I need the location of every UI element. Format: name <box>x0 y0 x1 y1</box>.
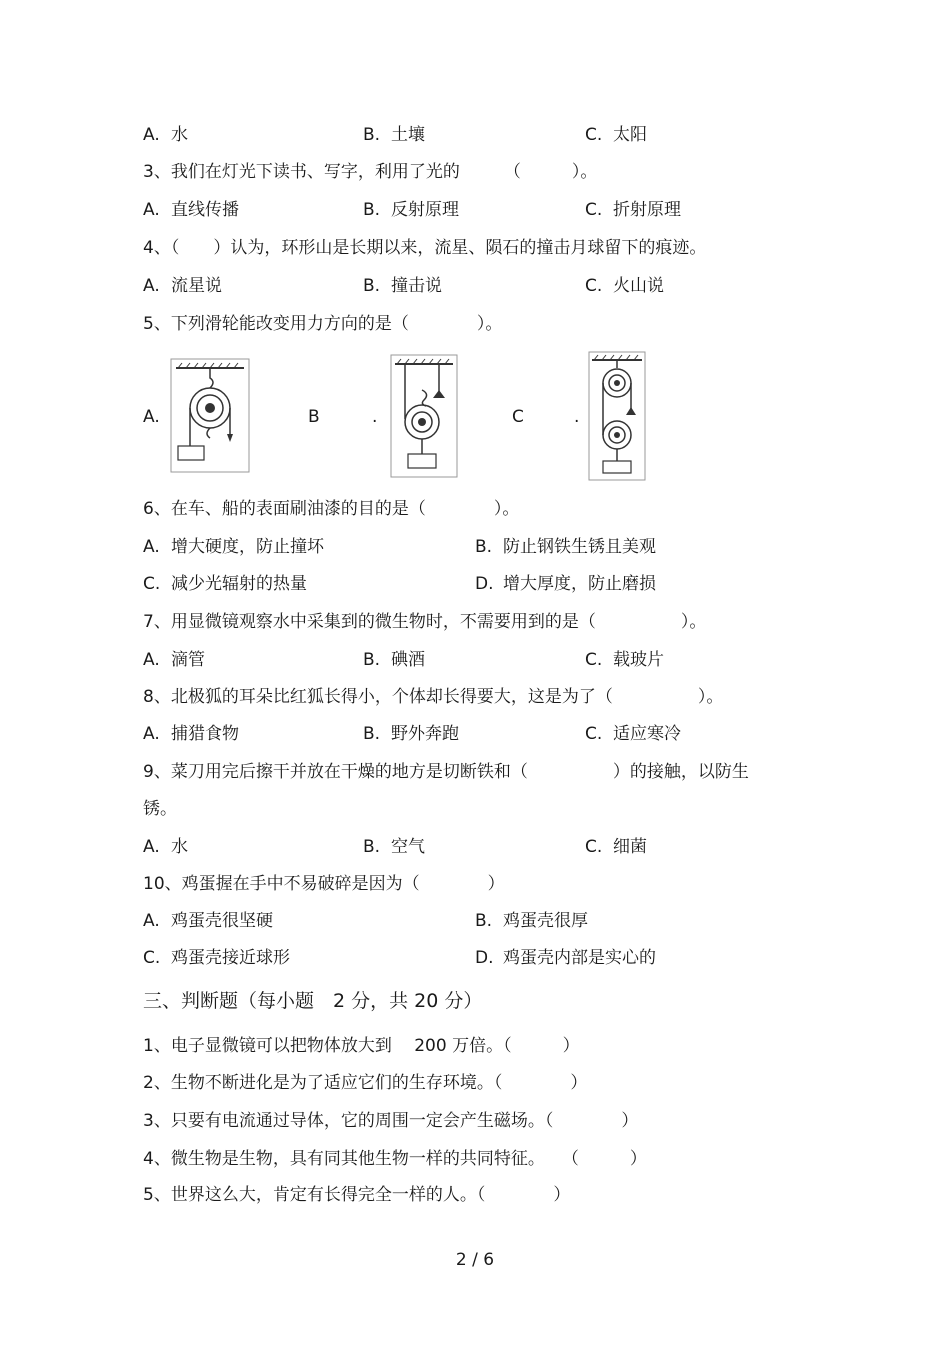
q7-option-b <box>363 649 425 671</box>
option-label: A. <box>143 650 160 670</box>
q2-option-b <box>363 124 425 146</box>
q6-option-b <box>475 536 656 558</box>
q2-option-a <box>143 124 188 146</box>
question-8: 8、北极狐的耳朵比红狐长得小，个体却长得要大，这是为了（ ）。 <box>143 687 724 707</box>
question-10: 10、鸡蛋握在手中不易破碎是因为（ ） <box>143 874 505 894</box>
option-text: 折射原理 <box>613 200 681 220</box>
pulley-figure-b <box>390 354 458 478</box>
q10-option-c <box>143 947 290 969</box>
question-9-continuation: 锈。 <box>143 799 177 819</box>
option-label: D. <box>475 574 494 594</box>
option-text: 增大硬度，防止撞坏 <box>171 537 324 557</box>
option-label: C. <box>585 200 603 220</box>
option-text: 太阳 <box>613 125 647 145</box>
question-stem: 3、我们在灯光下读书、写字，利用了光的 <box>143 162 460 182</box>
option-label: C. <box>585 125 603 145</box>
section-title: 三、判断题（每小题 2 分，共 20 分） <box>143 990 483 1012</box>
q8-option-b <box>363 723 459 745</box>
question-6: 6、在车、船的表面刷油漆的目的是（ ）。 <box>143 499 520 519</box>
option-label: A. <box>143 911 160 931</box>
option-text: 防止钢铁生锈且美观 <box>503 537 656 557</box>
option-text: 细菌 <box>613 837 647 857</box>
option-text: 水 <box>171 125 188 145</box>
option-label: B. <box>475 537 493 557</box>
option-label: B. <box>363 276 381 296</box>
q5-label-a: A. <box>143 407 160 427</box>
q6-option-d <box>475 573 656 595</box>
q3-option-a <box>143 199 239 221</box>
pulley-figure-a <box>170 358 250 473</box>
q2-option-c <box>585 124 647 146</box>
q9-option-b <box>363 836 425 858</box>
option-text: 滴管 <box>171 650 205 670</box>
q5-label-c-dot: . <box>574 407 580 427</box>
option-text: 直线传播 <box>171 200 239 220</box>
q9-option-a <box>143 836 188 858</box>
option-text: 减少光辐射的热量 <box>171 574 307 594</box>
q5-label-b-dot: . <box>372 407 378 427</box>
option-label: A. <box>143 837 160 857</box>
option-label: B. <box>363 200 381 220</box>
question-3 <box>143 161 597 183</box>
option-label: C. <box>585 650 603 670</box>
option-label: B. <box>363 837 381 857</box>
option-text: 反射原理 <box>391 200 459 220</box>
option-text: 野外奔跑 <box>391 724 459 744</box>
option-label: C. <box>585 837 603 857</box>
q6-option-a <box>143 536 324 558</box>
option-text: 鸡蛋壳接近球形 <box>171 948 290 968</box>
q10-option-b <box>475 910 588 932</box>
option-label: C. <box>143 574 161 594</box>
q4-option-a <box>143 275 222 297</box>
option-label: A. <box>143 125 160 145</box>
option-label: C. <box>585 276 603 296</box>
question-4: 4、（ ）认为，环形山是长期以来，流星、陨石的撞击月球留下的痕迹。 <box>143 238 707 258</box>
option-text: 捕猎食物 <box>171 724 239 744</box>
q6-option-c <box>143 573 307 595</box>
q7-option-c <box>585 649 664 671</box>
option-text: 撞击说 <box>391 276 442 296</box>
q4-option-b <box>363 275 442 297</box>
q4-option-c <box>585 275 664 297</box>
q9-option-c <box>585 836 647 858</box>
q5-label-c: C <box>512 407 524 427</box>
option-label: D. <box>475 948 494 968</box>
q10-option-d <box>475 947 656 969</box>
q8-option-a <box>143 723 239 745</box>
option-label: A. <box>143 276 160 296</box>
judge-item-3: 3、只要有电流通过导体，它的周围一定会产生磁场。（ ） <box>143 1111 639 1131</box>
option-label: A. <box>143 200 160 220</box>
option-text: 流星说 <box>171 276 222 296</box>
option-text: 载玻片 <box>613 650 664 670</box>
movable-pulley-diagram <box>390 354 458 478</box>
fixed-pulley-diagram <box>170 358 250 473</box>
option-text: 增大厚度，防止磨损 <box>503 574 656 594</box>
q7-option-a <box>143 649 205 671</box>
judge-item-5: 5、世界这么大，肯定有长得完全一样的人。（ ） <box>143 1185 571 1205</box>
option-text: 空气 <box>391 837 425 857</box>
option-label: B. <box>475 911 493 931</box>
page-number: 2 / 6 <box>455 1250 495 1270</box>
option-text: 鸡蛋壳很坚硬 <box>171 911 273 931</box>
q3-option-b <box>363 199 459 221</box>
option-text: 适应寒冷 <box>613 724 681 744</box>
pulley-block-diagram <box>588 351 646 481</box>
option-text: 鸡蛋壳内部是实心的 <box>503 948 656 968</box>
pulley-figure-c <box>588 351 646 481</box>
option-label: B. <box>363 724 381 744</box>
q8-option-c <box>585 723 681 745</box>
option-label: A. <box>143 724 160 744</box>
judge-item-4: 4、微生物是生物，具有同其他生物一样的共同特征。 （ ） <box>143 1149 647 1169</box>
option-label: C. <box>585 724 603 744</box>
option-label: A. <box>143 537 160 557</box>
option-label: B. <box>363 650 381 670</box>
option-label: B. <box>363 125 381 145</box>
q10-option-a <box>143 910 273 932</box>
question-7: 7、用显微镜观察水中采集到的微生物时，不需要用到的是（ ）。 <box>143 612 707 632</box>
q3-option-c <box>585 199 681 221</box>
judge-item-1: 1、电子显微镜可以把物体放大到 200 万倍。（ ） <box>143 1036 580 1056</box>
question-5: 5、下列滑轮能改变用力方向的是（ ）。 <box>143 314 503 334</box>
answer-blank: （ ）。 <box>503 162 598 182</box>
option-text: 鸡蛋壳很厚 <box>503 911 588 931</box>
option-label: C. <box>143 948 161 968</box>
option-text: 水 <box>171 837 188 857</box>
option-text: 碘酒 <box>391 650 425 670</box>
q5-label-b: B <box>308 407 320 427</box>
question-9: 9、菜刀用完后擦干并放在干燥的地方是切断铁和（ ）的接触，以防生 <box>143 762 749 782</box>
judge-item-2: 2、生物不断进化是为了适应它们的生存环境。（ ） <box>143 1073 588 1093</box>
option-text: 土壤 <box>391 125 425 145</box>
option-text: 火山说 <box>613 276 664 296</box>
